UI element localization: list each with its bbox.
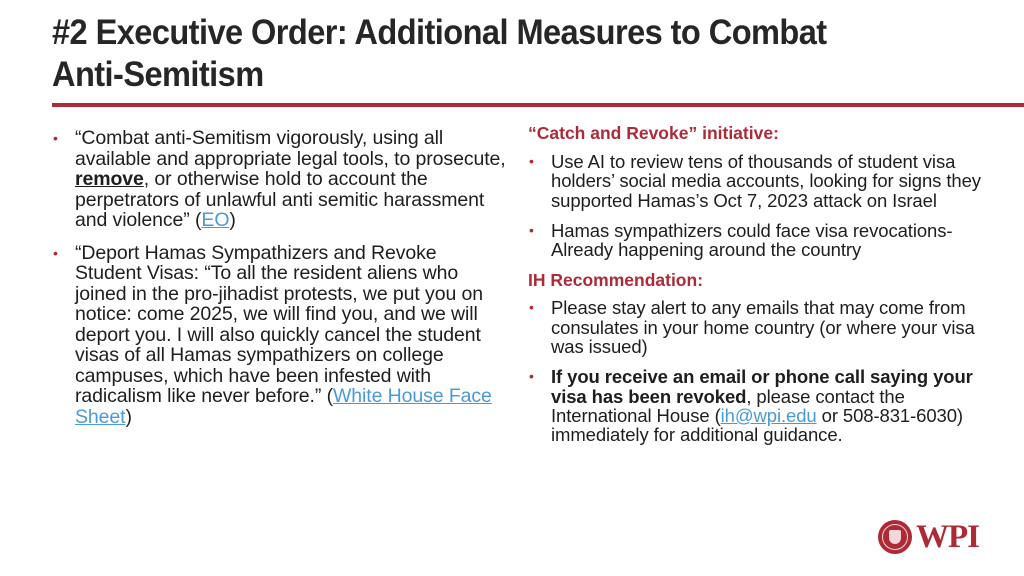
- email-link[interactable]: ih@wpi.edu: [720, 404, 817, 426]
- bullet-icon: •: [53, 130, 58, 146]
- slide-title: #2 Executive Order: Additional Measures to Combat Anti-Semitism: [52, 13, 827, 94]
- bullet-text: ): [229, 209, 236, 231]
- bullet-text: ): [125, 405, 132, 428]
- bullet-icon: •: [529, 153, 534, 169]
- ih-recommendation-heading: IH Recommendation:: [528, 270, 704, 291]
- list-item: [528, 367, 988, 444]
- white-house-fact-sheet-link[interactable]: White House Face Sheet: [75, 385, 492, 428]
- ih-recommendation-list: [528, 298, 988, 444]
- left-column: [52, 128, 507, 439]
- right-column: [528, 122, 988, 456]
- list-item: [52, 243, 507, 428]
- bullet-text: Please stay alert to any emails that may come from consulates in your home country (or where your visa was issued): [551, 297, 975, 358]
- bullet-text: “Deport Hamas Sympathizers and Revoke Student Visas: “To all the resident aliens who joined in the pro-jihadist protests, we put you on notice: come 2025, we will find you, and we will deport you. I will also quickly cancel the student visas of all Hamas sympathizers on college campuses, which have been infested with radicalism like never before.” (: [75, 241, 483, 407]
- bullet-text: Hamas sympathizers could face visa revocations- Already happening around the country: [551, 219, 953, 261]
- title-divider: [52, 103, 1024, 107]
- bullet-text: “Combat anti-Semitism vigorously, using all available and appropriate legal tools, to prosecute,: [75, 127, 506, 170]
- bullet-icon: •: [529, 368, 534, 385]
- emphasis-remove: remove: [75, 168, 144, 190]
- wpi-seal-icon: [878, 520, 912, 554]
- wpi-wordmark: WPI: [916, 519, 979, 555]
- left-bullet-list: [52, 128, 507, 427]
- bullet-icon: •: [529, 299, 534, 316]
- bullet-icon: •: [529, 221, 534, 238]
- wpi-logo: [878, 520, 979, 554]
- bullet-bold-text: If you receive an email or phone call saying your visa has been revoked: [551, 366, 973, 407]
- bullet-text: , please contact the International House (: [551, 385, 905, 426]
- bullet-text: Use AI to review tens of thousands of student visa holders’ social media accounts, looking for signs they supported Hamas’s Oct 7, 2023 attack on Israel: [551, 151, 981, 211]
- eo-link[interactable]: EO: [201, 209, 230, 231]
- list-item: [528, 221, 988, 260]
- bullet-text: or 508-831-6030) immediately for additional guidance.: [551, 404, 963, 446]
- list-item: [528, 152, 988, 210]
- list-item: [52, 128, 507, 231]
- catch-and-revoke-list: [528, 152, 988, 259]
- bullet-icon: •: [53, 244, 58, 261]
- list-item: [528, 298, 988, 356]
- catch-and-revoke-heading: “Catch and Revoke” initiative:: [528, 123, 779, 143]
- bullet-text: , or otherwise hold to account the perpetrators of unlawful anti semitic harassment and violence” (: [75, 168, 485, 231]
